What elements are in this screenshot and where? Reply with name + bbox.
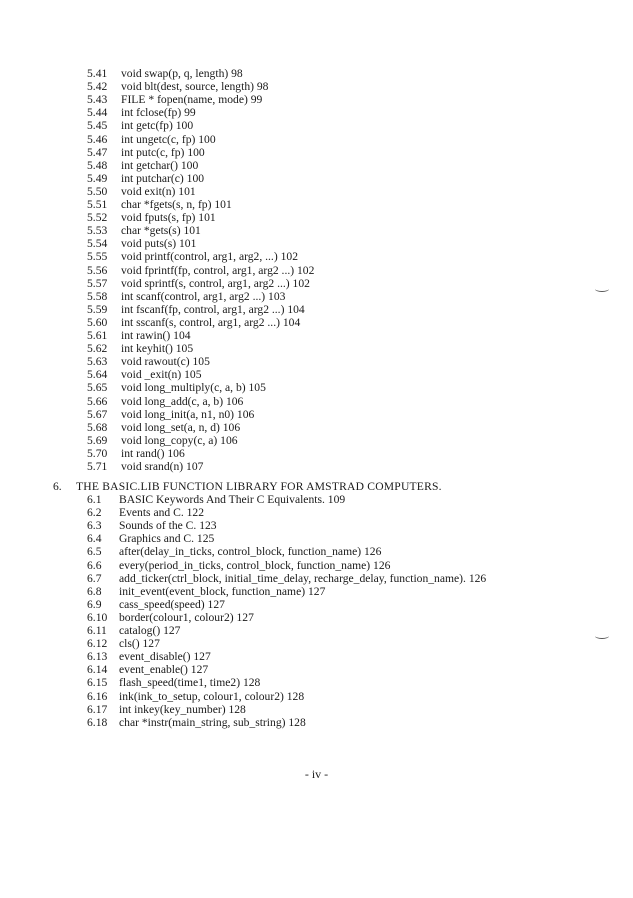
toc-entry	[0, 676, 633, 689]
entry-number: 5.51	[87, 198, 108, 211]
entry-text: int keyhit() 105	[121, 342, 194, 356]
entry-text: BASIC Keywords And Their C Equivalents. 109	[119, 493, 346, 506]
toc-entry	[0, 172, 633, 185]
entry-number: 5.59	[87, 302, 108, 316]
entry-text: cass_speed(speed) 127	[119, 597, 225, 611]
entry-number: 5.67	[87, 407, 108, 421]
toc-entry	[0, 611, 633, 624]
toc-entry	[0, 598, 633, 611]
entry-number: 5.44	[87, 106, 108, 120]
entry-number: 5.61	[87, 329, 108, 342]
entry-number: 5.68	[87, 420, 108, 434]
entry-text: void long_copy(c, a) 106	[121, 433, 238, 447]
toc-entry	[0, 650, 633, 663]
entry-number: 6.17	[87, 702, 108, 716]
toc-entry	[0, 395, 633, 408]
entry-text: catalog() 127	[119, 624, 181, 637]
entry-text: void fprintf(fp, control, arg1, arg2 ...) 102	[121, 263, 315, 277]
toc-entry	[0, 211, 633, 224]
toc-entry	[0, 264, 633, 277]
entry-text: event_disable() 127	[119, 650, 211, 664]
toc-entry	[0, 421, 633, 434]
entry-text: char *fgets(s, n, fp) 101	[121, 198, 232, 211]
entry-text: int ungetc(c, fp) 100	[121, 132, 216, 146]
toc-entry	[0, 342, 633, 355]
entry-number: 6.5	[87, 545, 102, 559]
toc-entry	[0, 250, 633, 263]
toc-entry	[0, 224, 633, 237]
entry-text: void printf(control, arg1, arg2, ...) 102	[121, 250, 298, 264]
entry-text: border(colour1, colour2) 127	[119, 610, 254, 624]
entry-text: cls() 127	[119, 637, 160, 651]
entry-text: int scanf(control, arg1, arg2 ...) 103	[121, 289, 286, 303]
entry-number: 6.10	[87, 610, 108, 624]
toc-entry	[0, 80, 633, 93]
entry-text: void rawout(c) 105	[121, 355, 210, 369]
toc-entry	[0, 381, 633, 394]
entry-text: int putc(c, fp) 100	[121, 145, 205, 159]
entry-text: every(period_in_ticks, control_block, function_name) 126	[119, 558, 391, 572]
entry-number: 5.69	[87, 433, 108, 447]
toc-entry	[0, 237, 633, 250]
toc-entry	[0, 93, 633, 106]
toc-entry	[0, 637, 633, 650]
entry-text: ink(ink_to_setup, colour1, colour2) 128	[119, 689, 305, 703]
toc-entry	[0, 545, 633, 558]
entry-number: 5.58	[87, 289, 108, 303]
entry-number: 5.42	[87, 80, 108, 94]
toc-entry	[0, 434, 633, 447]
entry-number: 5.60	[87, 315, 108, 329]
entry-number: 5.57	[87, 276, 108, 290]
toc-entry	[0, 716, 633, 729]
toc-entry	[0, 368, 633, 381]
entry-text: char *instr(main_string, sub_string) 128	[119, 715, 306, 729]
entry-text: char *gets(s) 101	[121, 224, 201, 238]
toc-entry	[0, 559, 633, 572]
entry-text: event_enable() 127	[119, 663, 209, 677]
toc-entry	[0, 532, 633, 545]
entry-text: int fclose(fp) 99	[121, 106, 196, 120]
entry-number: 6.9	[87, 597, 102, 611]
entry-number: 6.12	[87, 637, 108, 651]
entry-text: void puts(s) 101	[121, 237, 197, 251]
entry-number: 5.65	[87, 381, 108, 395]
toc-entry	[0, 185, 633, 198]
entry-number: 5.49	[87, 171, 108, 185]
toc-entry	[0, 408, 633, 421]
entry-number: 6.2	[87, 506, 102, 520]
entry-text: FILE * fopen(name, mode) 99	[121, 93, 263, 107]
entry-text: int getchar() 100	[121, 158, 199, 172]
toc-entry	[0, 106, 633, 119]
entry-text: void swap(p, q, length) 98	[121, 67, 243, 80]
entry-number: 5.47	[87, 145, 108, 159]
toc-entry	[0, 303, 633, 316]
toc-entry	[0, 119, 633, 132]
entry-text: int fscanf(fp, control, arg1, arg2 ...) 104	[121, 302, 305, 316]
toc-entry	[0, 146, 633, 159]
toc-entry	[0, 690, 633, 703]
entry-number: 5.43	[87, 93, 108, 107]
entry-text: Graphics and C. 125	[119, 532, 215, 546]
entry-number: 5.63	[87, 355, 108, 369]
toc-entry	[0, 355, 633, 368]
entry-number: 6.14	[87, 663, 108, 677]
entry-number: 6.13	[87, 650, 108, 664]
entry-text: void sprintf(s, control, arg1, arg2 ...) 102	[121, 276, 310, 290]
entry-number: 6.11	[87, 624, 107, 637]
toc-entry	[0, 329, 633, 342]
entry-text: int rawin() 104	[121, 329, 191, 342]
entry-number: 5.52	[87, 211, 108, 225]
entry-text: void long_add(c, a, b) 106	[121, 394, 244, 408]
entry-text: after(delay_in_ticks, control_block, function_name) 126	[119, 545, 382, 559]
entry-text: int rand() 106	[121, 446, 185, 460]
toc-entry	[0, 159, 633, 172]
toc-entry	[0, 624, 633, 637]
entry-number: 6.15	[87, 676, 108, 690]
entry-number: 6.7	[87, 571, 102, 585]
entry-text: int getc(fp) 100	[121, 119, 194, 133]
entry-number: 5.46	[87, 132, 108, 146]
entry-text: void srand(n) 107	[121, 460, 204, 473]
entry-text: void long_multiply(c, a, b) 105	[121, 381, 266, 395]
entry-number: 5.53	[87, 224, 108, 238]
entry-text: flash_speed(time1, time2) 128	[119, 676, 261, 690]
entry-number: 5.48	[87, 158, 108, 172]
entry-text: int inkey(key_number) 128	[119, 702, 246, 716]
entry-text: int sscanf(s, control, arg1, arg2 ...) 104	[121, 315, 301, 329]
entry-number: 5.41	[87, 67, 108, 80]
toc-entry	[0, 290, 633, 303]
toc-entry	[0, 572, 633, 585]
entry-text: void exit(n) 101	[121, 184, 196, 198]
entry-number: 5.50	[87, 184, 108, 198]
toc-entry	[0, 133, 633, 146]
entry-number: 5.70	[87, 446, 108, 460]
entry-text: void long_init(a, n1, n0) 106	[121, 407, 255, 421]
toc-entry	[0, 703, 633, 716]
entry-text: int putchar(c) 100	[121, 171, 205, 185]
toc-entry	[0, 67, 633, 80]
entry-text: void long_set(a, n, d) 106	[121, 420, 241, 434]
entry-number: 6.6	[87, 558, 102, 572]
entry-number: 5.71	[87, 460, 108, 473]
toc-entry	[0, 198, 633, 211]
toc-entry	[0, 663, 633, 676]
page-number: - iv -	[304, 767, 329, 781]
entry-number: 5.55	[87, 250, 108, 264]
entry-number: 5.66	[87, 394, 108, 408]
entry-text: void _exit(n) 105	[121, 368, 202, 382]
margin-mark	[595, 633, 609, 639]
entry-text: add_ticker(ctrl_block, initial_time_delay, recharge_delay, function_name). 126	[119, 571, 487, 585]
entry-number: 6.16	[87, 689, 108, 703]
entry-text: Events and C. 122	[119, 506, 205, 520]
entry-text: void blt(dest, source, length) 98	[121, 80, 269, 94]
toc-entry	[0, 493, 633, 506]
toc-entry	[0, 316, 633, 329]
margin-mark	[595, 286, 609, 292]
toc-entry	[0, 585, 633, 598]
entry-number: 6.4	[87, 532, 102, 546]
toc-entry	[0, 277, 633, 290]
entry-text: init_event(event_block, function_name) 127	[119, 584, 326, 598]
chapter-number: 6.	[53, 480, 62, 493]
entry-text: void fputs(s, fp) 101	[121, 211, 216, 225]
entry-number: 5.56	[87, 263, 108, 277]
toc-entry	[0, 460, 633, 473]
entry-number: 6.18	[87, 715, 108, 729]
entry-number: 5.54	[87, 237, 108, 251]
chapter-title: THE BASIC.LIB FUNCTION LIBRARY FOR AMSTRAD COMPUTERS.	[76, 480, 442, 493]
entry-text: Sounds of the C. 123	[119, 519, 217, 533]
entry-number: 6.3	[87, 519, 102, 533]
entry-number: 5.45	[87, 119, 108, 133]
toc-entry	[0, 447, 633, 460]
chapter-6-heading	[0, 480, 633, 493]
toc-entry	[0, 519, 633, 532]
entry-number: 5.62	[87, 342, 108, 356]
entry-number: 5.64	[87, 368, 108, 382]
toc-entry	[0, 506, 633, 519]
entry-number: 6.8	[87, 584, 102, 598]
entry-number: 6.1	[87, 493, 102, 506]
